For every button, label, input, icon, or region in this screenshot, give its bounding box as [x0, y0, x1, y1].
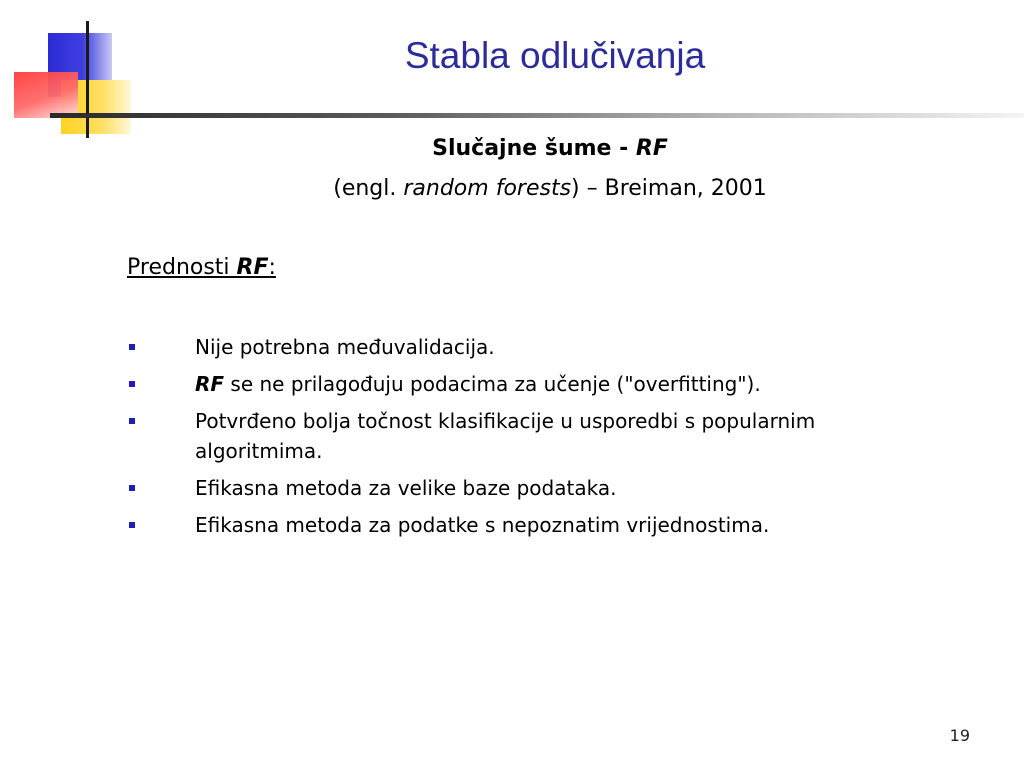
subline-suffix: ) – Breiman, 2001 — [571, 176, 767, 201]
red-square-decoration — [14, 72, 78, 118]
list-item — [127, 473, 917, 503]
bullet-square-icon — [129, 418, 135, 424]
slide-subtitle — [250, 136, 850, 162]
advantages-heading — [127, 255, 276, 281]
title-divider — [50, 113, 1024, 118]
slide-subline — [200, 176, 900, 202]
slide-logo-decoration — [0, 0, 160, 150]
bullet-square-icon — [129, 485, 135, 491]
subline-prefix: (engl. — [333, 176, 404, 201]
list-item — [127, 510, 917, 540]
page-number: 19 — [949, 726, 970, 745]
list-item-text: se ne prilagođuju podacima za učenje ("overfitting"). — [224, 372, 761, 396]
list-item-text: Efikasna metoda za podatke s nepoznatim vrijednostima. — [195, 513, 770, 537]
heading-text: Prednosti — [127, 255, 237, 280]
heading-abbreviation: RF — [236, 255, 269, 280]
subtitle-text: Slučajne šume - — [432, 136, 629, 161]
heading-colon: : — [268, 255, 276, 280]
list-item-text: Nije potrebna međuvalidacija. — [195, 335, 495, 359]
advantages-list — [127, 332, 917, 547]
subline-italic-term: random forests — [403, 176, 572, 201]
bullet-square-icon — [129, 344, 135, 350]
list-item — [127, 332, 917, 362]
list-item-text: Potvrđeno bolja točnost klasifikacije u usporedbi s popularnim algoritmima. — [195, 409, 816, 463]
subtitle-abbreviation: RF — [635, 136, 668, 161]
list-item-abbreviation: RF — [195, 372, 225, 396]
slide-title: Stabla odlučivanja — [404, 35, 706, 76]
list-item-text: Efikasna metoda za velike baze podataka. — [195, 476, 617, 500]
vertical-line-decoration — [86, 21, 89, 138]
list-item — [127, 406, 917, 466]
list-item — [127, 369, 917, 399]
bullet-square-icon — [129, 381, 135, 387]
bullet-square-icon — [129, 522, 135, 528]
